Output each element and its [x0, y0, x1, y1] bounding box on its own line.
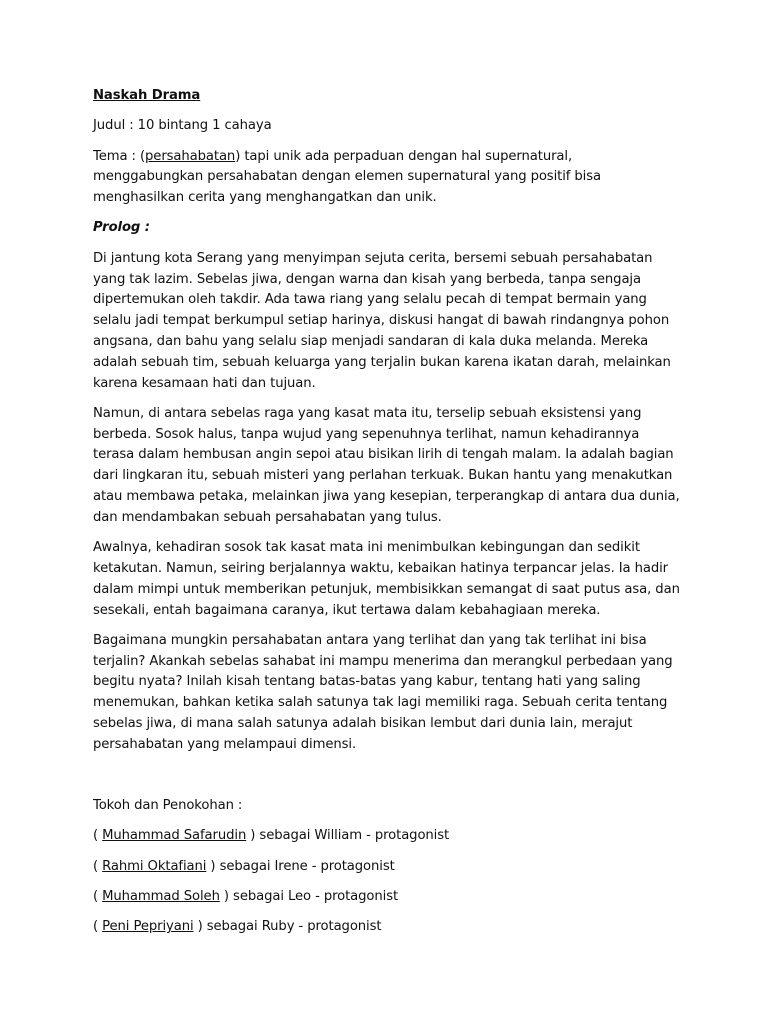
- cast-role: ) sebagai Ruby - protagonist: [193, 919, 382, 935]
- tema-link[interactable]: persahabatan: [145, 148, 236, 164]
- cast-open: (: [93, 828, 103, 844]
- cast-actor-link[interactable]: Rahmi Oktafiani: [102, 858, 207, 874]
- tema-paragraph: [93, 147, 680, 209]
- prolog-paragraph-4: Bagaimana mungkin persahabatan antara yang terlihat dan yang tak terlihat ini bisa terjalin? Akankah sebelas sahabat ini mampu menerima dan merangkul perbedaan yang begitu nyata? Inilah kisah tentang batas-batas yang kabur, tentang hati yang saling menemukan, bahkan ketika salah satunya tak lagi memiliki raga. Sebuah cerita tentang sebelas jiwa, di mana salah satunya adalah bisikan lembut dari dunia lain, merajut persahabatan yang melampaui dimensi.: [93, 632, 673, 752]
- prolog-heading: [93, 218, 680, 239]
- cast-actor-link[interactable]: Peni Pepriyani: [102, 919, 194, 935]
- cast-item: [93, 887, 680, 908]
- prolog-paragraph-3: Awalnya, kehadiran sosok tak kasat mata ini menimbulkan kebingungan dan sedikit ketakutan. Namun, seiring berjalannya waktu, kebaikan hatinya terpancar jelas. Ia hadir dalam mimpi untuk memberikan petunjuk, membisikkan semangat di saat putus asa, dan sesekali, entah bagaimana caranya, ikut tertawa dalam kebahagiaan mereka.: [93, 540, 680, 618]
- cast-open: (: [93, 858, 103, 874]
- cast-actor-link[interactable]: Muhammad Safarudin: [102, 828, 247, 844]
- prolog-heading-text: Prolog :: [93, 220, 150, 236]
- tema-rest: ) tapi unik ada perpaduan dengan hal supernatural, menggabungkan persahabatan dengan elemen supernatural yang positif bisa menghasilkan cerita yang menghangatkan dan unik.: [93, 148, 601, 206]
- cast-actor-link[interactable]: Muhammad Soleh: [102, 889, 220, 904]
- cast-item: [93, 857, 680, 878]
- cast-open: (: [93, 919, 103, 935]
- cast-item: [93, 917, 680, 938]
- document-title: [93, 86, 680, 107]
- prolog-paragraph-1: Di jantung kota Serang yang menyimpan sejuta cerita, bersemi sebuah persahabatan yang tak lazim. Sebelas jiwa, dengan warna dan kisah yang berbeda, tanpa sengaja dipertemukan oleh takdir. Ada tawa riang yang selalu pecah di tempat bermain yang selalu jadi tempat berkumpul setiap harinya, diskusi hangat di bawah rindangnya pohon angsana, dan bahu yang selalu siap menjadi sandaran di kala duka melanda. Mereka adalah sebuah tim, sebuah keluarga yang terjalin bukan karena ikatan darah, melainkan karena kesamaan hati dan tujuan.: [93, 250, 671, 391]
- cast-item: [93, 826, 680, 847]
- cast-role: ) sebagai William - protagonist: [246, 828, 450, 844]
- cast-role: ) sebagai Irene - protagonist: [206, 858, 395, 874]
- prolog-paragraph-2: Namun, di antara sebelas raga yang kasat mata itu, terselip sebuah eksistensi yang berbeda. Sosok halus, tanpa wujud yang sepenuhnya terlihat, namun kehadirannya terasa dalam hembusan angin sepoi atau bisikan lirih di tengah malam. Ia adalah bagian dari lingkaran itu, sebuah misteri yang perlahan terkuak. Bukan hantu yang menakutkan atau membawa petaka, melainkan jiwa yang kesepian, terperangkap di antara dua dunia, dan mendambakan sebuah persahabatan yang tulus.: [93, 405, 680, 525]
- document-title-text: Naskah Drama: [93, 88, 201, 103]
- cast-heading: Tokoh dan Penokohan :: [93, 798, 243, 814]
- tema-prefix: Tema : (: [93, 148, 146, 164]
- section-spacer: [93, 765, 680, 796]
- judul-line: Judul : 10 bintang 1 cahaya: [93, 118, 272, 134]
- cast-open: (: [93, 889, 103, 904]
- cast-role: ) sebagai Leo - protagonist: [219, 889, 399, 904]
